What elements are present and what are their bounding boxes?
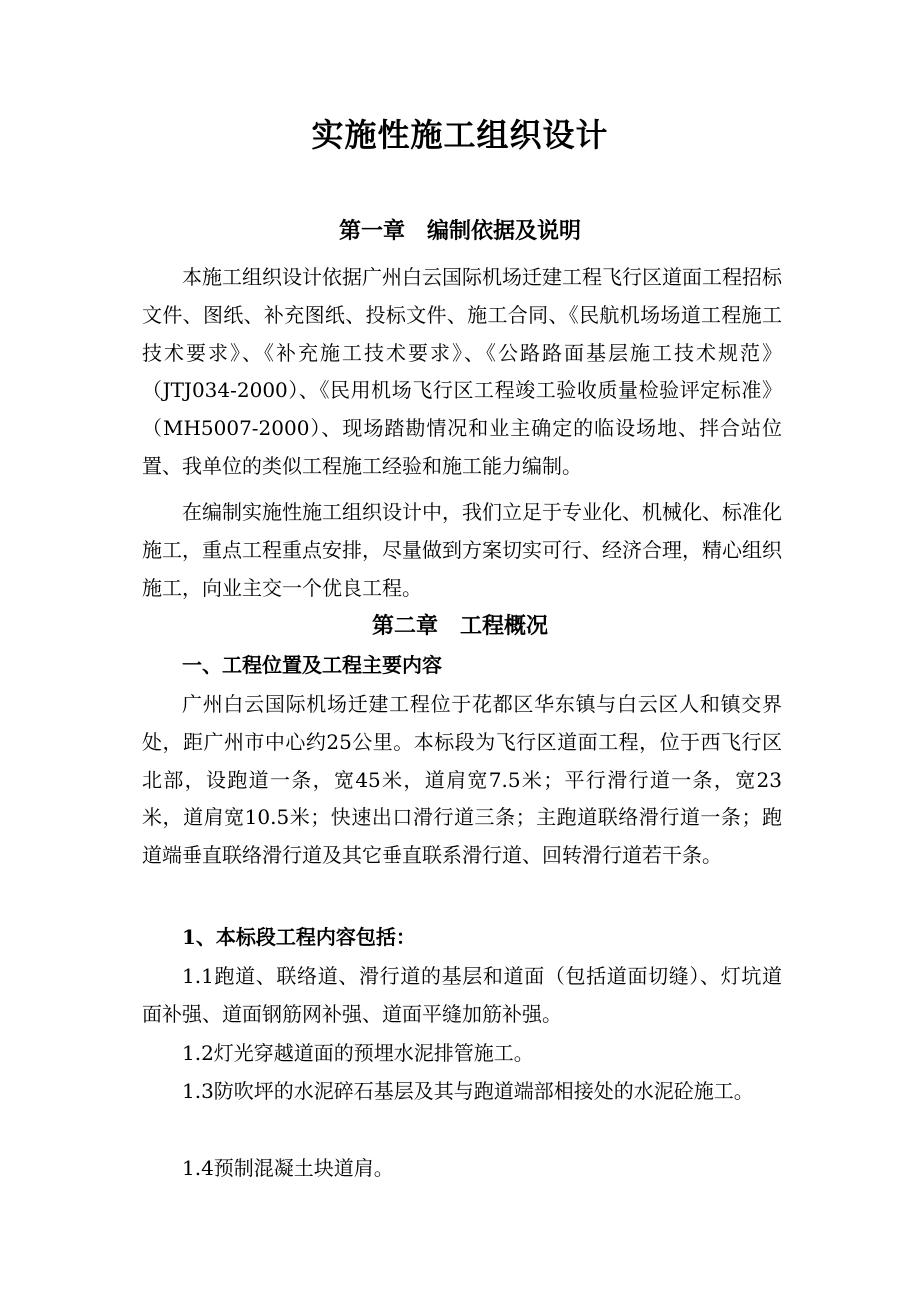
scope-heading: 1、本标段工程内容包括： bbox=[182, 925, 416, 949]
document-title: 实施性施工组织设计 bbox=[311, 116, 609, 154]
scope-item-1: 1.1跑道、联络道、滑行道的基层和道面（包括道面切缝）、灯坑道面补强、道面钢筋网补强、道面平缝加筋补强。 bbox=[142, 964, 782, 1026]
chapter-2-heading: 第二章 工程概况 bbox=[371, 613, 548, 639]
chapter-1-paragraph-1: 本施工组织设计依据广州白云国际机场迁建工程飞行区道面工程招标文件、图纸、补充图纸、投标文件、施工合同、《民航机场场道工程施工技术要求》、《补充施工技术要求》、《公路路面基层施工技术规范》（JTJ034-2000）、《民用机场飞行区工程竣工验收质量检验评定标准》（MH5007-2000）、现场踏勘情况和业主确定的临设场地、拌合站位置、我单位的类似工程施工经验和施工能力编制。 bbox=[142, 265, 782, 478]
chapter-1-paragraph-2: 在编制实施性施工组织设计中，我们立足于专业化、机械化、标准化施工，重点工程重点安排，尽量做到方案切实可行、经济合理，精心组织施工，向业主交一个优良工程。 bbox=[142, 500, 782, 600]
section-1-heading: 一、工程位置及工程主要内容 bbox=[182, 653, 442, 677]
section-1-paragraph: 广州白云国际机场迁建工程位于花都区华东镇与白云区人和镇交界处，距广州市中心约25公里。本标段为飞行区道面工程，位于西飞行区北部，设跑道一条，宽45米，道肩宽7.5米；平行滑行道一条，宽23米，道肩宽10.5米；快速出口滑行道三条；主跑道联络滑行道一条；跑道端垂直联络滑行道及其它垂直联系滑行道、回转滑行道若干条。 bbox=[142, 692, 782, 868]
chapter-1-heading: 第一章 编制依据及说明 bbox=[338, 218, 581, 244]
scope-item-2: 1.2灯光穿越道面的预埋水泥排管施工。 bbox=[182, 1041, 534, 1065]
scope-item-3: 1.3防吹坪的水泥碎石基层及其与跑道端部相接处的水泥砼施工。 bbox=[182, 1079, 754, 1103]
scope-item-4: 1.4预制混凝土块道肩。 bbox=[182, 1156, 394, 1180]
